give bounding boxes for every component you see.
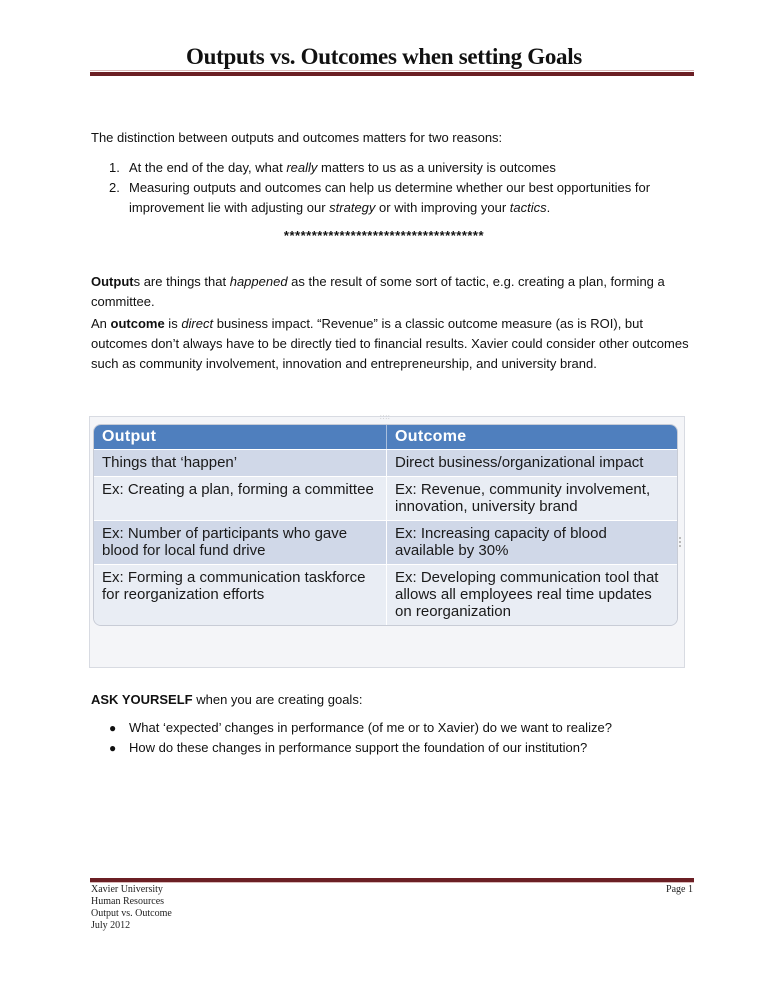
text: when you are creating goals:	[192, 692, 363, 707]
footer-info	[91, 884, 172, 932]
column-header-output: Output	[94, 425, 386, 449]
reason-emphasis: tactics	[509, 200, 547, 215]
bullet-icon: ●	[109, 741, 117, 755]
list-number: 1.	[109, 160, 120, 175]
questions-list	[91, 718, 691, 758]
emphasis: direct	[181, 316, 214, 331]
reason-emphasis: strategy	[329, 200, 376, 215]
text: s are things that	[133, 274, 230, 289]
text: as the result of some sort of tactic, e.g. creating a plan, forming a committee.	[91, 274, 665, 309]
page-number: Page 1	[666, 884, 693, 895]
bullet-icon: ●	[109, 721, 117, 735]
question-item	[91, 718, 691, 738]
header-divider	[90, 70, 694, 76]
footer-line: Xavier University	[91, 884, 163, 895]
reason-text: .	[546, 200, 551, 215]
list-number: 2.	[109, 180, 120, 195]
reasons-list	[91, 158, 691, 218]
table-cell: Ex: Number of participants who gave blood for local fund drive	[94, 520, 386, 564]
text: business impact. “Revenue” is a classic outcome measure (as is ROI), but outcomes don’t always have to be directly tied to financial results. Xavier could consider other outcomes such as community involvement, innovation and entrepreneurship, and university brand.	[91, 316, 689, 371]
page-title: Outputs vs. Outcomes when setting Goals	[186, 44, 582, 69]
emphasis: happened	[229, 274, 288, 289]
table-row	[94, 476, 677, 520]
text: An	[91, 316, 111, 331]
reason-text: matters to us as a university is outcomes	[317, 160, 556, 175]
ask-yourself-heading	[91, 690, 691, 710]
table-cell: Things that ‘happen’	[94, 449, 386, 476]
question-text: How do these changes in performance support the foundation of our institution?	[129, 740, 588, 755]
footer-divider	[90, 877, 694, 883]
table-cell: Direct business/organizational impact	[386, 449, 677, 476]
question-text: What ‘expected’ changes in performance (of me or to Xavier) do we want to realize?	[129, 720, 612, 735]
reason-text: Measuring outputs and outcomes can help us determine whether our best opportunities for improvement lie with adjusting our	[129, 180, 651, 215]
output-outcome-table	[93, 424, 678, 626]
footer-line: Output vs. Outcome	[91, 908, 172, 919]
table-cell: Ex: Forming a communication taskforce for reorganization efforts	[94, 564, 386, 625]
reason-text: At the end of the day, what	[129, 160, 287, 175]
bold-term: outcome	[110, 316, 165, 331]
table-row	[94, 564, 677, 625]
resize-handle-top: ::::	[380, 415, 391, 421]
resize-handle-right	[679, 537, 683, 547]
table-cell: Ex: Developing communication tool that allows all employees real time updates on reorganization	[386, 564, 677, 625]
section-separator: ************************************	[283, 228, 485, 243]
outcome-definition	[91, 314, 691, 374]
reason-item	[91, 158, 691, 178]
footer-line: July 2012	[91, 920, 131, 931]
footer-line: Human Resources	[91, 896, 165, 907]
bold-term: Output	[91, 274, 134, 289]
reason-item	[91, 178, 691, 218]
table-row	[94, 449, 677, 476]
question-item	[91, 738, 691, 758]
intro-paragraph: The distinction between outputs and outcomes matters for two reasons:	[91, 130, 503, 145]
bold-term: ASK YOURSELF	[91, 692, 193, 707]
table-cell: Ex: Revenue, community involvement, innovation, university brand	[386, 476, 677, 520]
comparison-table-image	[89, 416, 685, 668]
reason-text: or with improving your	[375, 200, 510, 215]
table-row	[94, 520, 677, 564]
reason-emphasis: really	[286, 160, 318, 175]
table-cell: Ex: Creating a plan, forming a committee	[94, 476, 386, 520]
outputs-definition	[91, 272, 691, 312]
text: is	[164, 316, 182, 331]
column-header-outcome: Outcome	[386, 425, 677, 449]
table-cell: Ex: Increasing capacity of blood available by 30%	[386, 520, 677, 564]
